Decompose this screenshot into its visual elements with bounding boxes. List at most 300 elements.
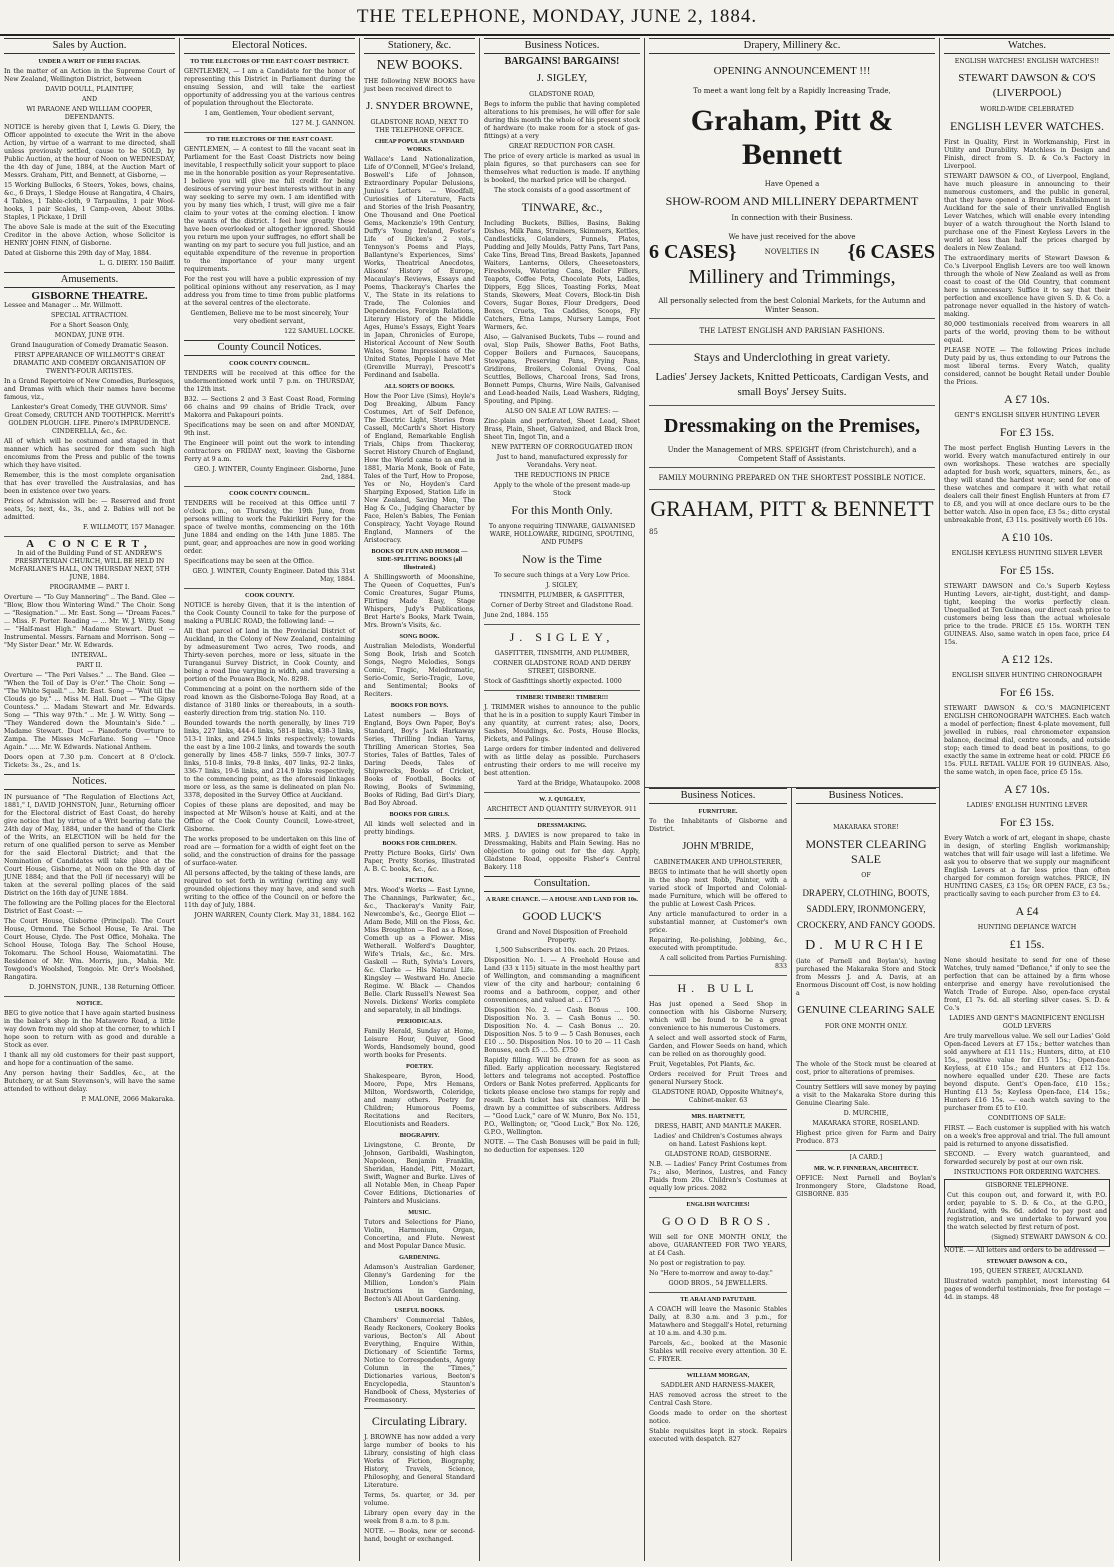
watch-name: ENGLISH KEYLESS HUNTING SILVER LEVER: [951, 550, 1103, 557]
instructions-title: INSTRUCTIONS FOR ORDERING WATCHES.: [953, 1169, 1101, 1176]
ad-text: Commencing at a point on the northern side of the road known as the Gisborne-Tologa Bay Road, at a distance of 3180 links or thereabouts, in a south-easterly direction from trig. station No. 110.: [184, 686, 355, 717]
ad-text: All of which will be costumed and staged in that manner which has secured for them such high encomiums from the Press and public of the towns which they have visited.: [4, 438, 175, 469]
ad-text: Cut this coupon out, and forward it, with P.O. order, payable to S. D. & Co., at the G.P.O., Auckland, with 9s. 6d. added to pay post and registration, and we undertake to forward you the watch selected by first return of post.: [947, 1192, 1107, 1231]
ad-text: DRESS, HABIT, AND MANTLE MAKER.: [654, 1123, 782, 1130]
book-section-text: Shakespeare, Byron, Hood, Moore, Pope, Mrs Hemans, Milton, Wordsworth, Coleridge, and many others. Poetry for Children; Humorous Poems, Recitations and Reciters, Elocutionists and Readers.: [364, 1073, 475, 1128]
ad-text: Also, — Galvanised Buckets, Tubs — round and oval, Slop Pails, Shower Baths, Foot Baths, Copper Boilers and Furnaces, Saucepans, Stewpans, Preserving Pans, Frying Pans, Gridirons, Broilers, Colonial Ovens, Coal Scuttles, Bellows, Charcoal Irons, Sad Irons, Bonnett Pumps, Churns, Wire Nails, Galvanised and Lead-headed Nails, Lead Washers, Ridging, Spouting, and Piping.: [484, 334, 640, 405]
ad-text: Grand and Novel Disposition of Freehold Property.: [496, 929, 628, 944]
section-header: Amusements.: [4, 272, 175, 288]
watch-name: HUNTING DEFIANCE WATCH: [977, 924, 1077, 931]
ad-text: I thank all my old customers for their past support, and hope for a continuation of the same.: [4, 1052, 175, 1067]
dressmaking-ad: [484, 822, 640, 872]
ad-text: To meet a want long felt by a Rapidly Increasing Trade,: [693, 87, 891, 95]
locke-address: [184, 136, 355, 336]
ad-text: No "Here to-morrow and away to-day.": [649, 1270, 773, 1277]
watch-name: GENT'S ENGLISH SILVER HUNTING LEVER: [954, 412, 1100, 419]
ad-text: In the matter of an Action in the Supreme Court of New Zealand, Wellington District, between: [4, 68, 175, 83]
ad-text: Country Settlers will save money by paying a visit to the Makaraka Store during this Genuine Clearing Sale.: [796, 1084, 936, 1107]
order-coupon[interactable]: [944, 1179, 1110, 1247]
price-original: A £10 10s.: [1001, 530, 1053, 544]
malone-notice: [4, 1000, 175, 1104]
ad-text: Terms, 5s. quarter, or 3d. per volume.: [364, 1492, 475, 1507]
ad-text: FOR ONE MONTH ONLY.: [824, 1023, 908, 1030]
ad-text: Zinc-plain and perforated, Sheet Lead, Sheet Brass, Plain, Sheet, Galvanized, and Black Iron, Sheet Tin, Ingot Tin, and a: [484, 418, 640, 441]
section-header: Notices.: [4, 774, 175, 790]
ad-text: Disposition No. 2. — Cash Bonus ... 100. Disposition No. 3. — Cash Bonus ... 50. Disposition No. 4. — Cash Bonus ... 20. Disposition Nos. 5 to 9 — 5 Cash Bonuses, each £10 ... 50. Disposition Nos. 10 to 20 — 11 Cash Bonuses, each £5 ... 55. £750: [484, 1007, 640, 1054]
column-watches: [940, 38, 1114, 1561]
ad-text: OFFICE: Next Parnell and Boylan's Ironmongery Store, Gladstone Road, GISBORNE. 835: [796, 1175, 936, 1198]
book-section-text: Tutors and Selections for Piano, Violin, Harmonium, Organ, Concertina, and Flute. Newest and Most Popular Dance Music.: [364, 1219, 475, 1250]
ad-text: Orders received for Fruit Trees and general Nursery Stock.: [649, 1071, 787, 1086]
subcolumn-business-right: [792, 788, 940, 1561]
ad-text: J. SIGLEY,: [546, 582, 578, 589]
ad-subtitle: DRAPERY, CLOTHING, BOOTS, SADDLERY, IRONMONGERY, CROCKERY, AND FANCY GOODS.: [796, 888, 936, 930]
millinery-headline: Millinery and Trimmings,: [688, 266, 896, 288]
book-section-text: Adamson's Australian Gardener, Glenny's Gardening for the Million, London's Plain Instructions in Gardening, Becton's All About Gardening.: [364, 1264, 475, 1303]
ad-text: GENTLEMEN, — A contest to fill the vacant seat in Parliament for the East Coast Districts now being inevitable, I respectfully solicit your support to place me in the honorable position as your Representative. I believe you will give me full credit for being desirous of serving your best interests without in any way seeking to serve my own. I am identified with you by many ties which, I trust, will give me a fair claim to your votes at the coming election. I know the wants of the district. I feel how greatly these have been overlooked or altogether ignored. Should you return me upon your suffrages, no effort shall be wanting on my part to secure you full justice, and an equitable expenditure of the revenue in proportion to the importance of your many urgent requirements.: [184, 146, 355, 273]
ad-text: Gentlemen, Believe me to be most sincerely, Your very obedient servant,: [190, 310, 349, 325]
book-section-title: MUSIC.: [408, 1209, 431, 1216]
ad-text: To secure such things at a Very Low Price.: [494, 572, 630, 579]
ad-title: TO THE ELECTORS OF THE EAST COAST DISTRICT.: [190, 58, 349, 65]
ad-text: Rapidly filling. Will be drawn for as soon as filled. Early application necessary. Registered letters and telegrams not accepted. Postoffice Orders or Bank Notes preferred. Applicants for tickets please enclose two stamps for reply and result. Each ticket has six chances. Will be drawn by a committee of subscribers. Address — "Good Luck," care of W. Munro, Box No. 151, P.O., Wellington; or, "Good Luck," Box No. 126, G.P.O., Wellington.: [484, 1057, 640, 1136]
ad-text: To anyone requiring TINWARE, GALVANISED WARE, HOLLOWARE, RIDGING, SPOUTING, AND PUMPS: [488, 523, 636, 546]
ad-text: Remember, this is the most complete organisation that has ever travelled the Australasias, and has been in existence over two years.: [4, 472, 175, 495]
ad-text: Every Watch a work of art, elegant in shape, chaste in design, of sterling English workmanship; watches that will fair usage will last a lifetime. We ask you to observe that we supply our magnificent English Levers at a far less price than often charged for common foreign watches. PRICE, IN HUNTING CASES, £3 15s; OR OPEN FACE, £3 5s.; practically saving to each purcher from £3 to £4.: [944, 835, 1110, 898]
ad-text: Specifications may be seen on and after MONDAY, 9th inst.: [184, 422, 355, 437]
ad-text: GEO. J. WINTER, County Engineer. Gisborne, June 2nd, 1884.: [193, 466, 355, 481]
section-header: Electoral Notices.: [184, 38, 355, 54]
ad-text: The price of every article is marked as usual in plain figures, so that purchasers can see for themselves what reduction is made. If anything is booked, the marked price will be charged.: [484, 153, 640, 184]
ad-title: COOK COUNTY COUNCIL.: [229, 490, 310, 497]
ad-text: Disposition No. 1. — A Freehold House and Land (33 x 115) situate in the most healthy part of Wellington, and commanding a magnificent view of the city and harbour; containing 6 rooms and a bathroom, copper, and other conveniences, and valued at ... £175: [484, 957, 640, 1004]
ad-text: A COACH will leave the Masonic Stables Daily, at 8.30 a.m. and 3 p.m., for Matawhero and Steggall's Hotel, returning at 10 a.m. and 4.30 p.m.: [649, 1306, 787, 1337]
section-header: Business Notices.: [796, 788, 936, 804]
cases-left: 6 CASES}: [649, 241, 737, 263]
ad-signature: F. WILLMOTT, 157 Manager.: [82, 524, 175, 531]
mbride-furniture-ad: [649, 808, 787, 971]
ad-text: We have just received for the above: [728, 233, 856, 241]
ad-text: For a Short Season Only,: [49, 322, 130, 329]
ad-title: NEW BOOKS.: [376, 58, 463, 73]
ad-text: Corner of Derby Street and Gladstone Road.: [490, 602, 634, 609]
ad-text: SPECIAL ATTRACTION.: [51, 312, 128, 319]
book-section-text: Wallace's Land Nationalization, Life of O'Connell, M'Gee's Ireland, Boswell's Life of Johnson, Extraordinary Popular Delusions, Junius's Letters — Woodfall, Curiosities of Literature, Facts and Stories of the Irish Peasantry, One Thousand and One Poetical Gems, Mackenzie's 19th Century, Duffy's Young Ireland, Foster's Life of Dicken's 2 vols., Tennyson's Poems and Plays, Ballantyne's Experiences, Sims' Works, Theatrical Anecdotes, Alisons' History of Europe, Macaulay's Reviews, Essays and Poems, Thackeray's Charles the V., The State in its relations to Trade, The Colonies and Dependencies, Foreign Relations, Literary History of the Middle Ages, Hume's Essays, Eight Years in Japan, Chronicles of Europe, Historical Account of New South Wales, Some Impressions of the United States, People I have Met (Grenville Murray), Prescott's Ferdinand and Isabella.: [364, 156, 475, 379]
tender-road: [184, 360, 355, 482]
ad-signature: JOHN WARREN, County Clerk. May 31, 1884. 162: [194, 912, 355, 919]
ad-text: Library open every day in the week from 8 a.m. to 8 p.m.: [364, 1510, 475, 1525]
ad-text: BEG to give notice that I have again started business in the baker's shop in the Matawero Road, a little way down from my old shop at the corner, to which I hope soon to return with as good and durable a Stock as ever.: [4, 1010, 175, 1049]
ad-text: Fruit, Vegetables, Pot Plants, &c.: [649, 1061, 755, 1068]
ad-text: The stock consists of a good assortment of: [494, 187, 630, 194]
ad-title: COOK COUNTY.: [244, 592, 295, 599]
book-section-text: All kinds well selected and in pretty bindings.: [364, 821, 475, 836]
watch-name: LADIES' ENGLISH HUNTING LEVER: [966, 802, 1088, 809]
book-section-title: BIOGRAPHY.: [399, 1132, 440, 1139]
price-sale: For £3 15s.: [999, 425, 1055, 439]
ad-text: Parcels, &c., booked at the Masonic Stables will receive every attention. 30 E. C. FRYER.: [649, 1340, 787, 1363]
section-header: County Council Notices.: [184, 340, 355, 356]
ad-text: CABINETMAKER AND UPHOLSTERER,: [653, 859, 783, 866]
ad-text: PROGRAMME — PART I.: [49, 584, 130, 591]
column-drapery: [645, 38, 940, 1561]
ad-text: Just to hand, manufactured expressly for Verandahs. Very neat.: [496, 454, 628, 469]
ad-text: THE LATEST ENGLISH AND PARISIAN FASHIONS.: [699, 327, 885, 335]
ad-text: J. BROWNE has now added a very large number of books to his Library, consisting of high class Works of Fiction, Biography, History, Travels, Science, Philosophy, and General Standard Literature.: [364, 1434, 475, 1489]
ad-text: All persons affected, by the taking of these lands, are required to set forth in writing (writing any well grounded objections they may have, and send such writing to the office of the Council on or before the 11th day of July, 1884.: [184, 870, 355, 909]
ad-text: NOTICE is hereby Given, that it is the intention of the Cook County Council to take for the purpose of making a PUBLIC ROAD, the following land: —: [184, 602, 355, 625]
ad-subtitle: Ladies' Jersey Jackets, Knitted Petticoats, Cardigan Vests, and small Boys' Jersey Suits.: [655, 371, 929, 398]
ad-text: Stable requisites kept in stock. Repairs executed with despatch. 827: [649, 1428, 787, 1443]
books-ad: [364, 58, 475, 1544]
tender-ferry: [184, 490, 355, 584]
ad-title: TIMBER! TIMBER!! TIMBER!!!: [515, 694, 609, 701]
ad-text: Will sell for ONE MONTH ONLY, the above, GUARANTEED FOR TWO YEARS, at £4 Cash.: [649, 1234, 787, 1257]
section-header: Sales by Auction.: [4, 38, 175, 54]
ad-text: A select and well assorted stock of Farm, Garden, and Flower Seeds on hand, which can be relied on as thoroughly good.: [649, 1035, 787, 1058]
ad-text: Illustrated watch pamphlet, most interesting 64 pages of wonderful testimonials, free for postage — 4d. in stamps. 48: [944, 1278, 1110, 1301]
ad-title: DRESSMAKING.: [537, 822, 587, 829]
ad-signature: P. MALONE, 2066 Makaraka.: [81, 1096, 175, 1103]
ad-text: TINSMITH, PLUMBER, & GASFITTER,: [499, 592, 625, 599]
ad-text: Under the Management of MRS. SPEIGHT (from Christchurch), and a Competent Staff of Assistants.: [667, 446, 917, 463]
ad-text: None should hesitate to send for one of these Watches, truly named "Defiance," if only to see the perfection that can be attained by a firm whose enterprise and energy have revolutionised the Watch Trade of Europe. Also, open-face crystal front, £1 7s. 6d. all sterling silver cases. S. D. & Co.'s: [944, 957, 1110, 1012]
ad-text: Bounded towards the north generally, by lines 719 links, 227 links, 444-6 links, 581-8 links, 438-3 links, 513-1 links, and 294.5 links respectively; towards the east by a line 100-2 links, and towards the south generally by lines 458-7 links, 559-7 links, 307-7 links, 510-8 links, 79-8 links, 407 links, 92-2 links, 336-7 links, 19-6 links, and 214.9 links respectively, to the commencing point, as the aforesaid linkages more or less, as the same is delineated on plan No. 3378, deposited in the Survey Office at Auckland.: [184, 720, 355, 799]
ad-text: MAKARAKA STORE, ROSELAND.: [812, 1120, 920, 1127]
ad-text: Prices of Admission will be: — Reserved and front seats, 5s; next, 4s., 3s., and 2. Babies will not be admitted.: [4, 498, 175, 521]
ad-text: For the rest you will have a public expression of my political opinions without any reservation, as I may address you from time to time from public platforms at the several centres of the electorate.: [184, 276, 355, 307]
ad-title: MRS. HARTNETT,: [691, 1113, 745, 1120]
morgan-saddler-ad: [649, 1372, 787, 1444]
book-section-title: CHEAP POPULAR STANDARD WORKS.: [374, 138, 465, 153]
price-original: A £12 12s.: [1001, 652, 1053, 666]
ad-title: TO THE ELECTORS OF THE EAST COAST.: [206, 136, 333, 143]
book-section-text: Pretty Picture Books, Girls' Own Paper, Pretty Stories, Illustrated A. B. C. books, &c., &c.: [364, 850, 475, 873]
ad-title: A CONCERT,: [26, 538, 153, 550]
concert-ad: [4, 540, 175, 770]
ad-text: THE following NEW BOOKS have just been received direct to: [364, 78, 475, 93]
watch-name: LADIES AND GENT'S MAGNIFICENT ENGLISH GOLD LEVERS: [949, 1015, 1105, 1030]
ad-text: AND: [81, 96, 98, 103]
book-section-title: FICTION.: [405, 877, 434, 884]
firm-name: STEWART DAWSON & CO.,: [986, 1258, 1068, 1265]
firm-name: J. SIGLEY,: [536, 72, 588, 84]
ad-title: COOK COUNTY COUNCIL.: [229, 360, 310, 367]
ad-text: Stock of Gasfittings shortly expected. 1000: [484, 678, 622, 685]
novelties-text: NOVELTIES IN: [764, 248, 820, 256]
firm-name: J. SNYDER BROWNE,: [366, 100, 473, 112]
gannon-address: [184, 58, 355, 128]
ad-text: B32. — Sections 2 and 3 East Coast Road, Forming 66 chains and 99 chains of Bridle Track, over Makorra and Pakapouri points.: [184, 396, 355, 419]
ad-text: The works proposed to be undertaken on this line of road are — formation for a width of eight feet on the solid, and the construction of drains for the passage of surface-water.: [184, 836, 355, 867]
ad-text: Doors open at 7.30 p.m. Concert at 8 O'clock. Tickets: 3s., 2s., and 1s.: [4, 754, 175, 769]
book-section-title: BOOKS FOR CHILDREN.: [382, 840, 457, 847]
column-business-notices: [480, 38, 645, 1561]
ad-text: The most perfect English Hunting Levers in the world. Every watch manufactured entirely in our own workshops. These watches are specially adapted for bush work, squatters, miners, &c., as they will stand the hardest wear; send for one of these watches and compare it with what retail dealers call their finest English Hunters at from £7 to £8, and you will at once declare ours to be the better watch. Also in open face, £3 5s.; ditto crystal unbreakable front, £3 11s. positively worth £6 10s.: [944, 445, 1110, 524]
ad-text: MONDAY, JUNE 9TH.: [54, 332, 125, 339]
firm-name: GOOD BROS.: [661, 1214, 774, 1228]
ad-title: BARGAINS! BARGAINS!: [504, 56, 620, 67]
ad-text: I am, Gentlemen, Your obedient servant,: [204, 110, 335, 117]
ad-text: Large orders for timber indented and delivered with as little delay as possible. Purchasers entrusting their orders to me will receive my best attention.: [484, 746, 640, 777]
price-original: A £7 10s.: [1004, 392, 1050, 406]
ad-text: ALSO ON SALE AT LOW RATES: —: [505, 408, 619, 415]
ad-text: SECOND. — Every watch guaranteed, and forwarded securely by post at our own risk.: [944, 1151, 1110, 1166]
good-luck-ad: [484, 896, 640, 1155]
ad-text: BEGS to intimate that he will shortly open in the shop next Robb, Painter, with a varied stock of Imported and Colonial-made Furniture, which will be offered to the public at Lowest Cash Prices.: [649, 869, 787, 908]
ad-text: Goods made to order on the shortest notice.: [649, 1410, 787, 1425]
ad-subtitle: Stays and Underclothing in great variety.: [693, 350, 891, 364]
masthead: THE TELEPHONE, MONDAY, JUNE 2, 1884.: [0, 0, 1114, 36]
ad-title: W. J. QUIGLEY,: [539, 796, 585, 803]
price-sale: £1 15s.: [1009, 937, 1045, 951]
ad-text: GLADSTONE ROAD, NEXT TO THE TELEPHONE OFFICE.: [370, 119, 469, 134]
ad-title: A RARE CHANCE. — A HOUSE AND LAND FOR 10s.: [485, 896, 639, 903]
book-section-text: Australian Melodists, Wonderful Song Book, Irish and Scotch Songs, Negro Melodies, Songs Comic, Tragic, Melodramatic, Serio-Comic, Serio-Tragic, Love, and Sentimental; Books of Reciters.: [364, 643, 475, 698]
theatre-ad: [4, 292, 175, 532]
firm-name: Graham, Pitt & Bennett: [690, 104, 894, 171]
library-title: Circulating Library.: [371, 1414, 468, 1428]
ad-text: Any person having their Saddles, &c., at the Butchery, or at Sam Stevenson's, will have the same attended to without delay.: [4, 1070, 175, 1093]
writ-notice: [4, 58, 175, 268]
ad-text: In connection with their Business.: [731, 214, 853, 222]
section-header: Business Notices.: [484, 38, 640, 54]
ad-text: The above Sale is made at the suit of the Executing Creditor in the above Action, whose Solicitor is HENRY JOHN FINN, of Gisborne.: [4, 224, 175, 247]
bull-seed-ad: [649, 981, 787, 1105]
ad-title: OPENING ANNOUNCEMENT !!!: [713, 65, 871, 77]
firm-name-footer: GRAHAM, PITT & BENNETT: [650, 496, 934, 521]
ad-text: In aid of the Building Fund of ST. ANDREW'S PRESBYTERIAN CHURCH, WILL BE HELD IN McFARLANE'S HALL, ON THURSDAY NEXT, 5TH JUNE, 1884.: [9, 550, 170, 581]
ad-text: Repairing, Re-polishing, Jobbing, &c., executed with promptitude.: [649, 937, 787, 952]
book-sections: [364, 138, 475, 1405]
ad-text: Has just opened a Seed Shop in connection with his Gisborne Nursery, which will be found to be a great convenience to his numerous Customers.: [649, 1001, 787, 1032]
ad-text: FIRST. — Each customer is supplied with his watch on a week's free approval and trial. The full amount paid is returned to anyone dissatisfied.: [944, 1125, 1110, 1148]
ad-subtitle: For this Month Only.: [511, 503, 613, 517]
ad-text: Dated at Gisborne this 29th day of May, 1884.: [4, 250, 152, 257]
ad-text: Ladies' and Children's Costumes always on hand. Latest Fashions kept.: [653, 1133, 783, 1148]
ad-text: The Court House, Gisborne (Principal). The Court House, Ormond. The School House, Te Arai. The Court House, Clyde. The Post Office, Mohaka. The School House, Tologa Bay. The School House, Tokomaru. The School House, Waiomatatini. The Residence of Mr. Wm. Morris, jun., Mahia. Mr. Towgood's Woolshed, Tongoio. Mr. Orr's Woolshed, Rangatira.: [4, 918, 175, 981]
column-sales-auction: [0, 38, 180, 1561]
ad-text: MAKARAKA STORE!: [833, 824, 899, 831]
watch-offer: [944, 1015, 1110, 1113]
book-section-title: POETRY.: [405, 1063, 433, 1070]
ad-title: TE ARAI AND PATUTAHI.: [680, 1296, 756, 1303]
ad-text: HAS removed across the street to the Central Cash Store.: [649, 1392, 787, 1407]
ad-text: GOOD BROS., 54 JEWELLERS.: [668, 1280, 768, 1287]
section-header: Watches.: [944, 38, 1110, 54]
opening-announcement: [649, 64, 935, 537]
price-original: A £7 10s.: [1004, 782, 1050, 796]
section-header: Drapery, Millinery &c.: [649, 38, 935, 54]
ad-text: The Engineer will point out the work to intending contractors on FRIDAY next, leaving the Gisborne Ferry at 9 a.m.: [184, 440, 355, 463]
ad-text: DAVID DOULL, PLAINTIFF,: [45, 86, 134, 93]
ad-text: THE REDUCTIONS IN PRICE: [514, 472, 610, 479]
ad-text: GASFITTER, TINSMITH, AND PLUMBER,: [494, 650, 630, 657]
ad-title: J. SIGLEY,: [509, 630, 615, 644]
ad-text: INTERVAL.: [71, 652, 108, 659]
book-section-text: Chambers' Commercial Tables, Ready Reckoners, Cookery Books various, Becton's All About Everything, Enquire Within, Dictionary of Scientific Terms, Notice to Correspondents, Agony Column in the "Times," Dictionaries various, Beeton's Encyclopedia, Staunton's Handbook of Chess, Mysteries of Freemasonry.: [364, 1317, 475, 1404]
good-bros-ad: [649, 1201, 787, 1288]
section-header: Consultation.: [484, 876, 640, 892]
ad-text: ENGLISH WATCHES! ENGLISH WATCHES!!: [954, 58, 1100, 65]
ad-text: The extraordinary merits of Stewart Dawson & Co.'s Liverpool English Levers are too well known through the whole of New Zealand as well as from coast to coast of the Old Country, that comment here is unnecessary. Suffice it to say that their perfection and excellence have given S. D. & Co. a patronage never equalled in the history of watch-making.: [944, 255, 1110, 318]
ad-signature: 122 SAMUEL LOCKE.: [284, 328, 355, 335]
ad-text: CORNER GLADSTONE ROAD AND DERBY STREET, GISBORNE.: [493, 660, 631, 675]
ad-text: NEW PATTERN OF CORROGUGATED IRON: [491, 444, 633, 451]
watch-offer: [944, 530, 1110, 647]
firm-name: D. MURCHIE: [805, 938, 927, 953]
ad-text: All personally selected from the best Colonial Markets, for the Autumn and Winter Season.: [658, 297, 926, 314]
ad-text: First in Quality, First in Workmanship, First in Utility and Durability. Matchless in Design and Finish, direct from S. D. & Co.'s Factory in Liverpool.: [944, 139, 1110, 170]
ad-text: June 2nd, 1884. 155: [484, 612, 549, 619]
subcolumn-business-left: [645, 788, 792, 1561]
ad-text: Grand Inauguration of Comedy Dramatic Season.: [10, 342, 169, 349]
conditions-title: CONDITIONS OF SALE:: [988, 1115, 1066, 1122]
ad-subtitle: Now is the Time: [522, 552, 602, 566]
coach-ad: [649, 1296, 787, 1364]
book-section-text: Latest numbers — Boys of England, Boys Own Paper, Boy's Standard, Boy's Jack Harkaway Series, Thrilling Indian Yarns, Thrilling American Stories, Sea Stories, Tales of Battles, Tales of Daring Deeds, Tales of Shipwrecks, Books of Cricket, Books of Football, Books of Rowing, Books of Swimming, Books of Riding, Bad Girl's Diary, Bad Boy Abroad.: [364, 712, 475, 807]
ad-text: A call solicited from Parties Furnishing. 833: [660, 955, 787, 970]
ad-text: WORLD-WIDE CELEBRATED: [980, 106, 1074, 113]
ad-text: TENDERS will be received at this Office until 7 o'clock p.m., on Thursday, the 19th June, from persons willing to work the Pakirikiri Ferry for the space of twelve months, commencing on the 16th June 1884 and ending on the 14th June 1885. The punt, gear, and approaches are now in good working order.: [184, 500, 355, 555]
ad-text: GREAT REDUCTION FOR CASH.: [508, 143, 616, 150]
ad-text: Copies of these plans are deposited, and may be inspected at Mr Wilson's house at Kaiti, and at the Office of the Cook County Council, Lowe-street, Gisborne.: [184, 802, 355, 833]
ad-text: Lessee and Manager ... Mr. Willmott.: [4, 302, 123, 309]
price-sale: For £6 15s.: [999, 685, 1055, 699]
book-section-title: USEFUL BOOKS.: [394, 1307, 445, 1314]
ad-text: NOTE. — All letters and orders to be addressed —: [944, 1247, 1105, 1254]
column-electoral-notices: [180, 38, 360, 1561]
ad-text: 15 Working Bullocks, 6 Steers, Yokes, bows, chains, &c., 6 Drays, 1 Sledge House at Rangatira, 4 Chairs, 4 Tables, 1 Table-cloth, 9 Tarpaulins, 1 pair Wool-hooks, 1 pair Scales, 1 Camp-oven, About 30lbs. Staples, 1 Pickaxe, 1 Drill: [4, 182, 175, 221]
public-road-notice: [184, 592, 355, 920]
ad-text: Are truly marvellous value. We sell our Ladies' Gold Open-faced Levers at £7 15s.; better watches than sold anywhere at £11 11s.; Hunters, ditto, at £10 15s., positive value for £15 15s.; Open-face Keyless, at £10 15s.; and Hunters at £12 15s. nowhere equalled under £20. These are facts beyond dispute. Gent's Open-face, £10 15s.; Hunting £13 5s; Keyless Open-face, £14 15s.; Hunters £16 15s. — each watch saving to the purchaser from £5 to £10.: [944, 1033, 1110, 1112]
book-section-title: ALL SORTS OF BOOKS.: [384, 383, 455, 390]
ad-text: SADDLER AND HARNESS-MAKER,: [660, 1382, 776, 1389]
ad-text: STEWART DAWSON & CO.'S MAGNIFICENT ENGLISH CHRONOGRAPH WATCHES. Each watch a model of perfection; finest 4-plate movement, full jewelled in rubies, real chronometer expansion balance, decimal dial, centre seconds, and outside stop; each timed to dead beat in positions, to go exactly the same in extreme heat or cold. PRICE £6 15s. FULL RETAIL VALUE FOR 19 GUINEAS. Also, the same watch, in open face, price £5 15s.: [944, 705, 1110, 776]
book-section-text: How the Poor Live (Sims), Hoyle's Dog Breaking, Album Fancy Costumes, Art of Self Defence, The Electric Light, Stories from Cassell, McCarth's Short History of England, Remarkable English Trials, Chips from Thackeray, Secret History Church of England, How the World came to an end in 1881, Maria Monk, Book of Fate, Tales of the Turf, How to Propose, Yes or No, Hoyden's Card Sharping Exposed, Station Life in New Zealand, Saving Men, The Hag & Co., Judging Character by Face, Helen's Babies, The Fenian Conspiracy, Yacht Voyage Round England, Manners of the Aristocracy.: [364, 393, 475, 544]
book-section-title: BOOKS OF FUN AND HUMOR — SIDE-SPLITTING BOOKS (all Illustrated.): [371, 548, 468, 571]
book-section-title: GARDENING.: [399, 1254, 440, 1261]
ad-text: (Signed) STEWART DAWSON & CO.: [991, 1234, 1107, 1241]
ad-text: STEWART DAWSON & CO., of Liverpool, England, have much pleasure in announcing to their numerous customers, and the public in general, that they have opened a Branch Establishment in Auckland for the sale of their unrivalled English Lever Watches, which will enable every intending buyer of a watch throughout the North Island to purchase one of the Finest Keyless Levers in the world at less than half the prices charged by dealers in New Zealand.: [944, 173, 1110, 252]
ad-signature: 127 M. J. GANNON.: [291, 120, 355, 127]
ad-subtitle: SHOW-ROOM AND MILLINERY DEPARTMENT: [665, 194, 919, 208]
timber-ad: [484, 694, 640, 788]
quigley-ad: [484, 796, 640, 814]
ad-text: OF: [861, 872, 871, 879]
ad-text: Have Opened a: [764, 180, 820, 188]
ad-text: MRS. J. DAVIES is now prepared to take in Dressmaking, Habits and Plain Sewing. Has no objection to going out for the day. Apply, Gladstone Road, opposite Fisher's Central Bakery. 118: [484, 832, 640, 871]
ad-text: All that parcel of land in the Provincial District of Auckland, in the Colony of New Zealand, containing by admeasurement Two acres, Two roods, and Thirty-seven perches, more or less, situate in the Turanganui Survey District, in Cook County, and being a road line varying in width, and traversing a portion of the Pouawa Block, No. 8298.: [184, 628, 355, 683]
book-section-title: PERIODICALS.: [396, 1018, 443, 1025]
section-header: Stationery, &c.: [364, 38, 475, 54]
ad-text: STEWART DAWSON and Co.'s Superb Keyless Hunting Levers, air-tight, dust-tight, and damp-tight, keeping the works perfectly clean. Unequalled at Ten Guineas, our direct cash price to customers being less than the actual wholesale price to the trade. PRICE £5 15s. WORTH TEN GUINEAS. Also, same watch in open face, price £4 15s.: [944, 583, 1110, 646]
drapery-subcolumns: [645, 787, 939, 1561]
ad-text: Yard at the Bridge, Whataupoko. 2008: [517, 780, 640, 787]
hartnett-ad: [649, 1113, 787, 1193]
ad-text: GLADSTONE ROAD, GISBORNE.: [664, 1151, 772, 1158]
book-section-title: SONG BOOK.: [399, 633, 440, 640]
book-section-title: BOOKS FOR GIRLS.: [389, 811, 450, 818]
graham-pitt-bennett-ad: [645, 38, 939, 537]
watch-offer: [944, 392, 1110, 525]
ad-text: D. MURCHIE,: [843, 1110, 889, 1117]
ad-text: Any article manufactured to order in a substantial manner, at Customer's own price.: [649, 911, 787, 934]
ad-text: N.B. — Ladies' Fancy Print Costumes from 7s.; also, Merinos, Lustres, and Fancy Plaids from 20s. Children's Costumes at equally low prices. 2082: [649, 1161, 787, 1192]
ad-text: Overture — "The Peri Valses." ... The Band. Glee — "When the Toil of Day is O'er." The Choir. Song — "The White Squall." ... Mr. East. Song — "Wait till the Clouds go by." ... Miss M. Hall. Duet — "The Gipsy Countess." ... Madam Stewart and Mr. Edwards. Song — "This way 97th." .. Mr. J. W. Witty. Song — "They Wandered down the Mountain's Side." .. Madame Stewart. Duet — Pianoforte Overture to Zampa. The Misses McFarlane. Song — "Once Again." ..... Mr. W. Edwards. National Anthem.: [4, 672, 175, 751]
ad-title: MONSTER CLEARING SALE: [805, 837, 927, 866]
ad-text: 80,000 testimonials received from wearers in all parts of the world, proving them to be without equal.: [944, 321, 1110, 344]
sigley-gasfitter-ad: [484, 630, 640, 686]
ad-title: GISBORNE THEATRE.: [31, 290, 148, 302]
ad-text: NOTE. — Books, new or second-hand, bought or exchanged.: [364, 1528, 475, 1543]
section-header: Business Notices.: [649, 788, 787, 804]
firm-name: STEWART DAWSON & CO'S (LIVERPOOL): [958, 72, 1096, 99]
ad-text: FIRST APPEARANCE OF WILLMOTT'S GREAT DRAMATIC AND COMEDY ORGANISATION OF TWENTY-FOUR ARTISTES.: [13, 352, 166, 375]
ad-text: Begs to inform the public that having completed alterations to his premises, he will offer for sale during this month the whole of his present stock of hardware (to make room for a stock of gas-fittings) at a very: [484, 101, 640, 140]
column-stationery: [360, 38, 480, 1561]
cases-right: {6 CASES: [847, 241, 935, 263]
ad-subtitle: TINWARE, &c.,: [521, 200, 603, 214]
ad-text: GLADSTONE ROAD,: [529, 91, 595, 98]
ad-text: WI PARAONE AND WILLIAM COOPER, DEFENDANTS.: [26, 106, 153, 121]
book-section-text: A Shillingsworth of Moonshine, The Queen of Coquettes, Fun's Comic Creatures, Sugar Plums, Flirting Made Easy, Stage Whispers, Judy's Publications, Bret Harte's Books, Mark Twain, Mrs. Brown's Visits, &c.: [364, 574, 475, 629]
ad-signature: L. G. DIERY. 150 Bailiff.: [99, 260, 175, 267]
firm-name: JOHN M'BRIDE,: [682, 841, 754, 852]
ad-text: Lankester's Great Comedy, THE GUVNOR. Sims' Great Comedy, CRUTCH AND TOOTHPICK. Merritt's GOLDEN PLOUGH. LIFE. Pinero's IMPRUDENCE. CINDERELLA, &c., &c.: [4, 404, 175, 435]
makaraka-store-ad: [796, 824, 936, 1146]
ad-title: WILLIAM MORGAN,: [686, 1372, 750, 1379]
dressmaking-headline: Dressmaking on the Premises,: [664, 415, 920, 437]
ad-text: GENTLEMEN, — I am a Candidate for the honor of representing this District in Parliament during the ensuing Session, and will take the earliest opportunity of addressing you at the various centres of population throughout the Electorate.: [184, 68, 355, 107]
ad-text: TENDERS will be received at this office for the undermentioned work until 7 p.m. on THURSDAY, the 12th inst.: [184, 370, 355, 393]
ad-title: NOTICE.: [76, 1000, 103, 1007]
ad-text: Specifications may be seen at the Office.: [184, 558, 315, 565]
watch-offer: [944, 904, 1110, 1013]
ad-title: ENGLISH WATCHES!: [686, 1201, 750, 1208]
ad-text: GLADSTONE ROAD, Opposite Whitney's, Cabinet-maker. 63: [652, 1089, 784, 1104]
ad-signature: D. JOHNSTON, JUNR., 138 Returning Officer.: [29, 984, 175, 991]
ad-text: No post or registration to pay.: [649, 1260, 746, 1267]
price-original: A £4: [1015, 904, 1039, 918]
ad-title: ENGLISH LEVER WATCHES.: [949, 119, 1105, 133]
ad-text: Including Buckets, Billies, Basins, Baking Dishes, Milk Pans, Strainers, Skimmers, Kettles, Candlesticks, Colanders, Funnels, Plates, Pudding and Jelly Moulds, Patty Pans, Tart Pans, Cake Tins, Bread Tins, Bread Baskets, Japanned Waiters, Lanterns, Oilers, Cheesetoasters, Fireshovels, Watering Cans, Boiler Fillers, Teapots, Coffee Pots, Chocolate Pots, Ladles, Dippers, Egg Slices, Toasting Forks, Meat Stands, Skewers, Meat Covers, Block-tin Dish Covers, Sugar Boxes, Flour Dredgers, Deed Boxes, Cruets, Tea Caddies, Scoops, Fly Catchers, Etna Lamps, Nursery Lamps, Foot Warmers, &c.: [484, 220, 640, 331]
ad-text: The following are the Polling places for the Electoral District of East Coast: —: [4, 900, 175, 915]
ad-text: IN pursuance of "The Regulation of Elections Act, 1881," I, DAVID JOHNSTON, Junr., Returning officer for the Electoral district of East Coast, do hereby give notice that by virtue of a Writ bearing date the 24th day of May, 1884, under the hand of the Clerk of the Writs, an ELECTION will be held for the return of one qualified person to serve as Member for the said Electoral District; and that the Nomination of Candidates will take place at the Court House, Gisborne, at Noon on the 9th day of JUNE 1884; and that the Poll (if necessary) will be taken at the several polling places of the said District on the 16th day of JUNE 1884.: [4, 794, 175, 897]
ad-text: J. TRIMMER wishes to announce to the public that he is in a position to supply Kauri Timber in any quantity, at current rates; also, Doors, Sashes, Mouldings, &c. Posts, House Blocks, Pickets, and Palings.: [484, 704, 640, 743]
price-sale: For £3 15s.: [999, 815, 1055, 829]
stewart-dawson-ad: [944, 58, 1110, 1302]
book-section-title: BOOKS FOR BOYS.: [390, 702, 449, 709]
ad-text: PART II.: [76, 662, 103, 669]
ad-text: 195, QUEEN STREET, AUCKLAND.: [970, 1268, 1084, 1275]
ad-text: [A CARD.]: [849, 1154, 883, 1161]
ad-title: FURNITURE.: [698, 808, 738, 815]
cases-line: [649, 241, 935, 263]
ad-text: PLEASE NOTE — The following Prices include Duty paid by us, thus extending to our Patrons the most liberal terms. Every Watch, quality considered, cannot be bought Retail under Double the Prices.: [944, 347, 1110, 386]
ad-text: Apply to the whole of the present made-up Stock: [493, 482, 631, 497]
ad-text: GEO. J. WINTER, County Engineer. Dated this 31st May, 1884.: [192, 568, 355, 583]
ad-text: FAMILY MOURNING PREPARED ON THE SHORTEST POSSIBLE NOTICE.: [658, 474, 926, 482]
ad-text: ARCHITECT AND QUANTITY SURVEYOR. 911: [487, 806, 637, 813]
book-section-text: Livingstone, C. Bronte, Dr Johnson, Garibaldi, Washington, Napoleon, Benjamin Franklin, Sheridan, Handel, Pitt, Mozart, Swift, Wagner and Burke. Lives of all Notable Men, in Cheap Paper Cover Editions, Dictionaries of Painters and Musicians.: [364, 1142, 475, 1205]
watch-offer: [944, 782, 1110, 899]
ad-title: UNDER A WRIT OF FIERI FACIAS.: [38, 58, 141, 65]
finneran-card: [796, 1154, 936, 1199]
ad-text: 1,500 Subscribers at 10s. each. 20 Prizes.: [494, 947, 630, 954]
ad-text: To the Inhabitants of Gisborne and District.: [649, 818, 787, 833]
ad-subtitle: GENUINE CLEARING SALE: [797, 1004, 935, 1016]
